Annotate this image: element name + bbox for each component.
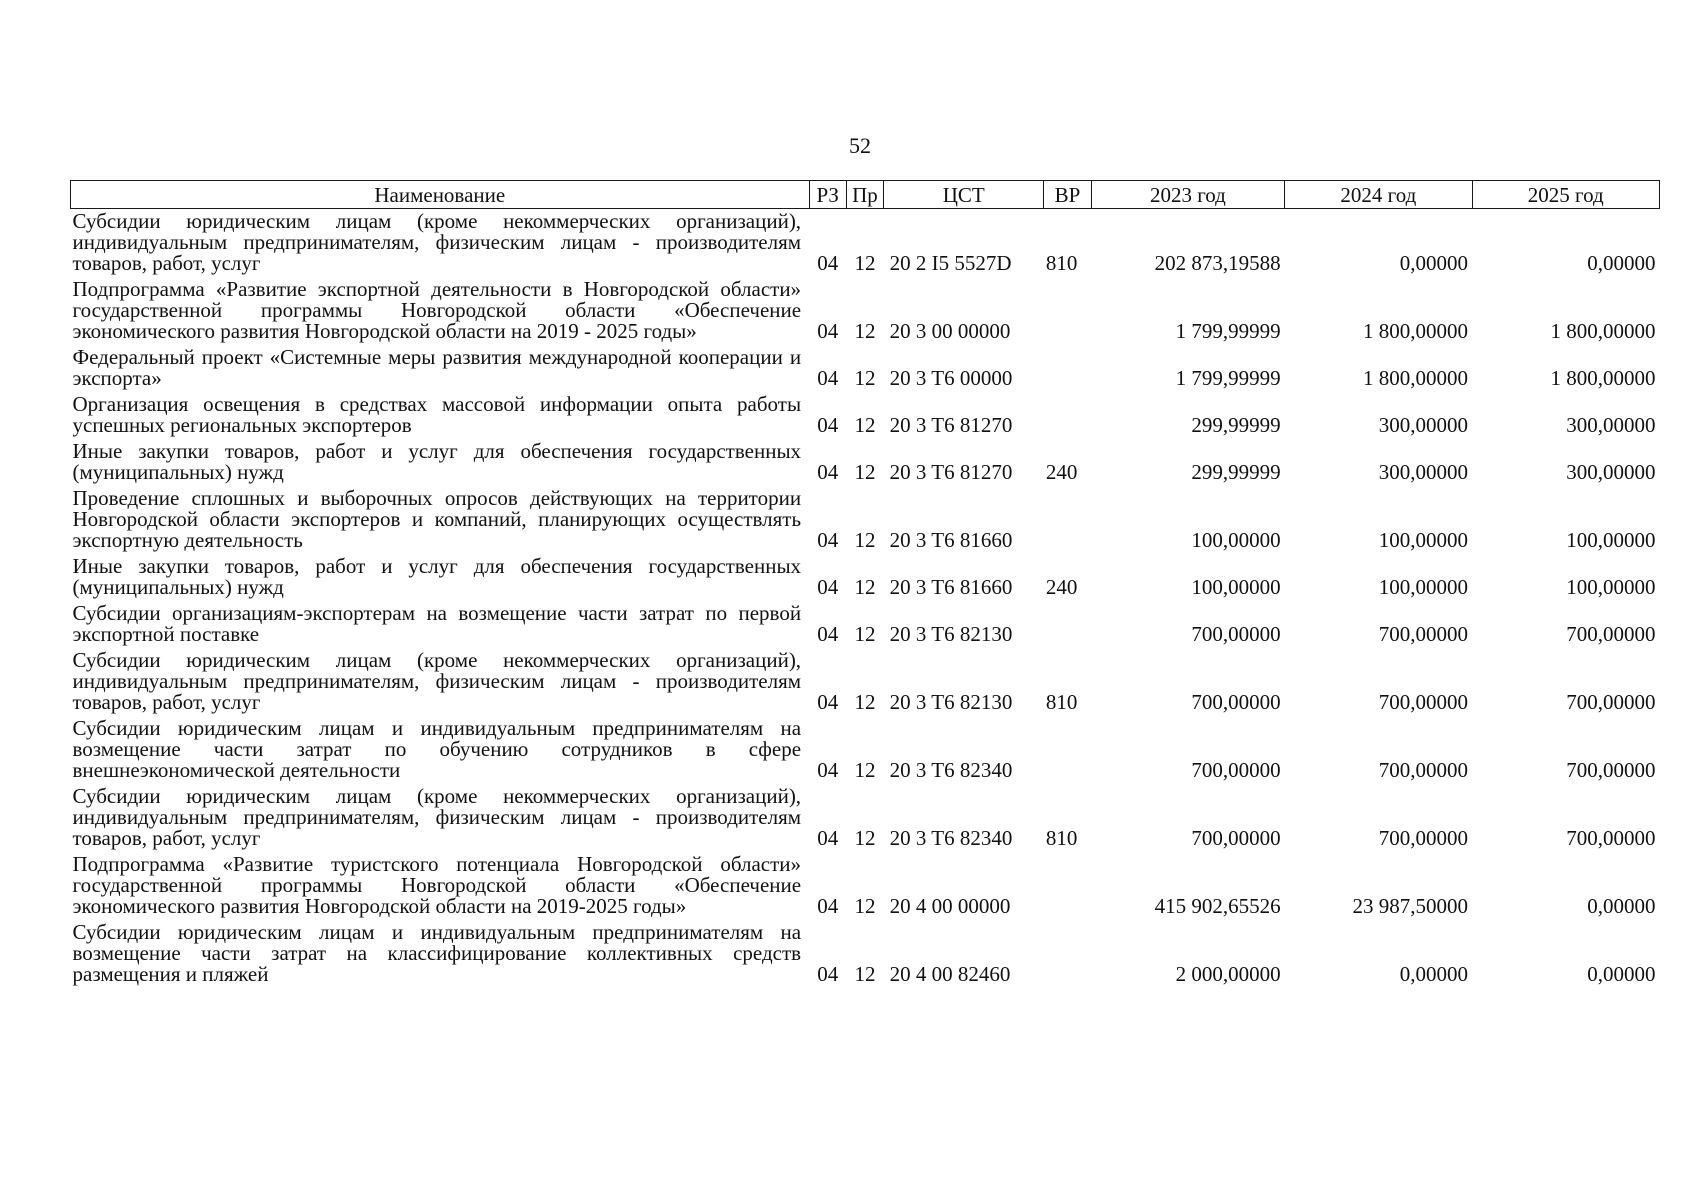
row-vr xyxy=(1044,277,1091,345)
row-value-2023: 1 799,99999 xyxy=(1175,319,1281,343)
row-value-2024: 1 800,00000 xyxy=(1363,319,1469,343)
row-value-2024: 300,00000 xyxy=(1378,413,1469,437)
row-value-2025: 100,00000 xyxy=(1566,528,1656,552)
row-rz: 04 xyxy=(817,826,839,850)
row-value-2024: 700,00000 xyxy=(1378,758,1469,782)
row-cst: 20 3 T6 82340 xyxy=(889,758,1013,782)
row-name: Субсидии юридическим лицам (кроме некоммерческих организаций), индивидуальным предпринимателям, физическим лицам - производителям товаров, работ, услуг xyxy=(72,784,802,850)
table-row xyxy=(71,852,1660,920)
row-value-2025: 0,00000 xyxy=(1587,962,1656,986)
row-rz: 04 xyxy=(817,894,839,918)
row-cst: 20 3 T6 81660 xyxy=(889,575,1013,599)
header-cst: ЦСТ xyxy=(884,181,1044,209)
row-name: Субсидии юридическим лицам и индивидуальным предпринимателям на возмещение части затрат по обучению сотрудников в сфере внешнеэкономической деятельности xyxy=(72,716,802,782)
row-value-2025: 700,00000 xyxy=(1566,622,1656,646)
header-vr: ВР xyxy=(1044,181,1091,209)
row-cst: 20 4 00 82460 xyxy=(889,962,1011,986)
row-value-2023: 700,00000 xyxy=(1191,758,1281,782)
row-pr: 12 xyxy=(854,319,876,343)
row-value-2024: 700,00000 xyxy=(1378,826,1469,850)
row-value-2023: 299,99999 xyxy=(1191,413,1281,437)
row-value-2023: 100,00000 xyxy=(1191,528,1281,552)
table-row xyxy=(71,345,1660,392)
row-pr: 12 xyxy=(854,894,876,918)
row-value-2024: 0,00000 xyxy=(1399,962,1469,986)
row-cst: 20 3 T6 00000 xyxy=(889,366,1013,390)
row-rz: 04 xyxy=(817,460,839,484)
row-vr xyxy=(1044,345,1091,392)
row-name: Проведение сплошных и выборочных опросов действующих на территории Новгородской области экспортеров и компаний, планирующих осуществлять экспортную деятельность xyxy=(72,486,802,552)
header-name: Наименование xyxy=(71,181,810,209)
row-pr: 12 xyxy=(854,575,876,599)
row-cst: 20 3 T6 81270 xyxy=(889,460,1013,484)
table-row xyxy=(71,716,1660,784)
header-2023: 2023 год xyxy=(1091,181,1284,209)
table-row xyxy=(71,920,1660,988)
row-value-2025: 1 800,00000 xyxy=(1550,366,1656,390)
row-rz: 04 xyxy=(817,251,839,275)
row-rz: 04 xyxy=(817,758,839,782)
table-header-row xyxy=(71,181,1660,209)
row-vr: 240 xyxy=(1045,460,1078,484)
row-vr xyxy=(1044,920,1091,988)
row-name: Подпрограмма «Развитие экспортной деятельности в Новгородской области» государственной программы Новгородской области «Обеспечение экономического развития Новгородской области на 2019 - 2025 годы» xyxy=(72,277,802,343)
row-value-2024: 100,00000 xyxy=(1378,528,1469,552)
row-cst: 20 3 T6 82340 xyxy=(889,826,1013,850)
row-cst: 20 4 00 00000 xyxy=(889,894,1011,918)
row-rz: 04 xyxy=(817,622,839,646)
row-value-2023: 700,00000 xyxy=(1191,622,1281,646)
table-row xyxy=(71,554,1660,601)
row-name: Субсидии организациям-экспортерам на возмещение части затрат по первой экспортной поставке xyxy=(72,601,802,646)
row-name: Организация освещения в средствах массовой информации опыта работы успешных региональных экспортеров xyxy=(72,392,802,437)
table-row xyxy=(71,648,1660,716)
row-value-2025: 0,00000 xyxy=(1587,894,1656,918)
row-name: Субсидии юридическим лицам (кроме некоммерческих организаций), индивидуальным предпринимателям, физическим лицам - производителям товаров, работ, услуг xyxy=(72,648,802,714)
row-value-2023: 1 799,99999 xyxy=(1175,366,1281,390)
table-row xyxy=(71,209,1660,278)
table-row xyxy=(71,784,1660,852)
row-value-2023: 2 000,00000 xyxy=(1175,962,1281,986)
row-value-2025: 700,00000 xyxy=(1566,758,1656,782)
budget-table xyxy=(70,180,1660,988)
row-pr: 12 xyxy=(854,460,876,484)
row-vr xyxy=(1044,601,1091,648)
table-body xyxy=(71,209,1660,989)
row-pr: 12 xyxy=(854,826,876,850)
row-value-2024: 23 987,50000 xyxy=(1352,894,1469,918)
row-vr xyxy=(1044,716,1091,784)
row-rz: 04 xyxy=(817,319,839,343)
row-value-2023: 299,99999 xyxy=(1191,460,1281,484)
row-value-2023: 415 902,65526 xyxy=(1154,894,1281,918)
row-pr: 12 xyxy=(854,758,876,782)
row-name: Иные закупки товаров, работ и услуг для обеспечения государственных (муниципальных) нужд xyxy=(72,439,802,484)
row-pr: 12 xyxy=(854,690,876,714)
row-name: Подпрограмма «Развитие туристского потенциала Новгородской области» государственной программы Новгородской области «Обеспечение экономического развития Новгородской области на 2019-2025 годы» xyxy=(72,852,802,918)
row-rz: 04 xyxy=(817,528,839,552)
row-value-2025: 300,00000 xyxy=(1566,460,1656,484)
table-row xyxy=(71,439,1660,486)
row-rz: 04 xyxy=(817,575,839,599)
row-value-2024: 1 800,00000 xyxy=(1363,366,1469,390)
table-row xyxy=(71,277,1660,345)
row-vr: 810 xyxy=(1045,251,1078,275)
row-pr: 12 xyxy=(854,622,876,646)
row-cst: 20 3 T6 82130 xyxy=(889,690,1013,714)
row-value-2023: 100,00000 xyxy=(1191,575,1281,599)
header-pr: Пр xyxy=(846,181,883,209)
row-cst: 20 3 00 00000 xyxy=(889,319,1011,343)
row-vr xyxy=(1044,392,1091,439)
row-pr: 12 xyxy=(854,366,876,390)
row-name: Иные закупки товаров, работ и услуг для обеспечения государственных (муниципальных) нужд xyxy=(72,554,802,599)
row-vr xyxy=(1044,852,1091,920)
header-rz: РЗ xyxy=(809,181,846,209)
row-value-2023: 700,00000 xyxy=(1191,826,1281,850)
header-2025: 2025 год xyxy=(1472,181,1659,209)
header-2024: 2024 год xyxy=(1285,181,1472,209)
row-vr: 810 xyxy=(1045,826,1078,850)
row-name: Федеральный проект «Системные меры развития международной кооперации и экспорта» xyxy=(72,345,802,390)
row-pr: 12 xyxy=(854,413,876,437)
row-cst: 20 3 T6 81660 xyxy=(889,528,1013,552)
row-value-2025: 1 800,00000 xyxy=(1550,319,1656,343)
row-rz: 04 xyxy=(817,690,839,714)
row-value-2024: 700,00000 xyxy=(1378,622,1469,646)
row-value-2025: 700,00000 xyxy=(1566,826,1656,850)
row-pr: 12 xyxy=(854,528,876,552)
row-cst: 20 3 T6 81270 xyxy=(889,413,1013,437)
table-row xyxy=(71,486,1660,554)
row-rz: 04 xyxy=(817,962,839,986)
row-value-2023: 700,00000 xyxy=(1191,690,1281,714)
row-vr: 810 xyxy=(1045,690,1078,714)
row-value-2024: 300,00000 xyxy=(1378,460,1469,484)
row-value-2025: 100,00000 xyxy=(1566,575,1656,599)
row-value-2023: 202 873,19588 xyxy=(1154,251,1281,275)
page-number: 52 xyxy=(849,133,871,158)
row-value-2024: 0,00000 xyxy=(1399,251,1469,275)
row-rz: 04 xyxy=(817,366,839,390)
row-value-2024: 700,00000 xyxy=(1378,690,1469,714)
row-cst: 20 3 T6 82130 xyxy=(889,622,1013,646)
row-rz: 04 xyxy=(817,413,839,437)
row-name: Субсидии юридическим лицам (кроме некоммерческих организаций), индивидуальным предпринимателям, физическим лицам - производителям товаров, работ, услуг xyxy=(72,209,802,275)
row-vr: 240 xyxy=(1045,575,1078,599)
row-value-2024: 100,00000 xyxy=(1378,575,1469,599)
row-value-2025: 0,00000 xyxy=(1587,251,1656,275)
row-value-2025: 300,00000 xyxy=(1566,413,1656,437)
table-row xyxy=(71,392,1660,439)
row-cst: 20 2 I5 5527D xyxy=(889,251,1012,275)
row-vr xyxy=(1044,486,1091,554)
table-row xyxy=(71,601,1660,648)
row-pr: 12 xyxy=(854,962,876,986)
row-name: Субсидии юридическим лицам и индивидуальным предпринимателям на возмещение части затрат на классифицирование коллективных средств размещения и пляжей xyxy=(72,920,802,986)
row-pr: 12 xyxy=(854,251,876,275)
row-value-2025: 700,00000 xyxy=(1566,690,1656,714)
